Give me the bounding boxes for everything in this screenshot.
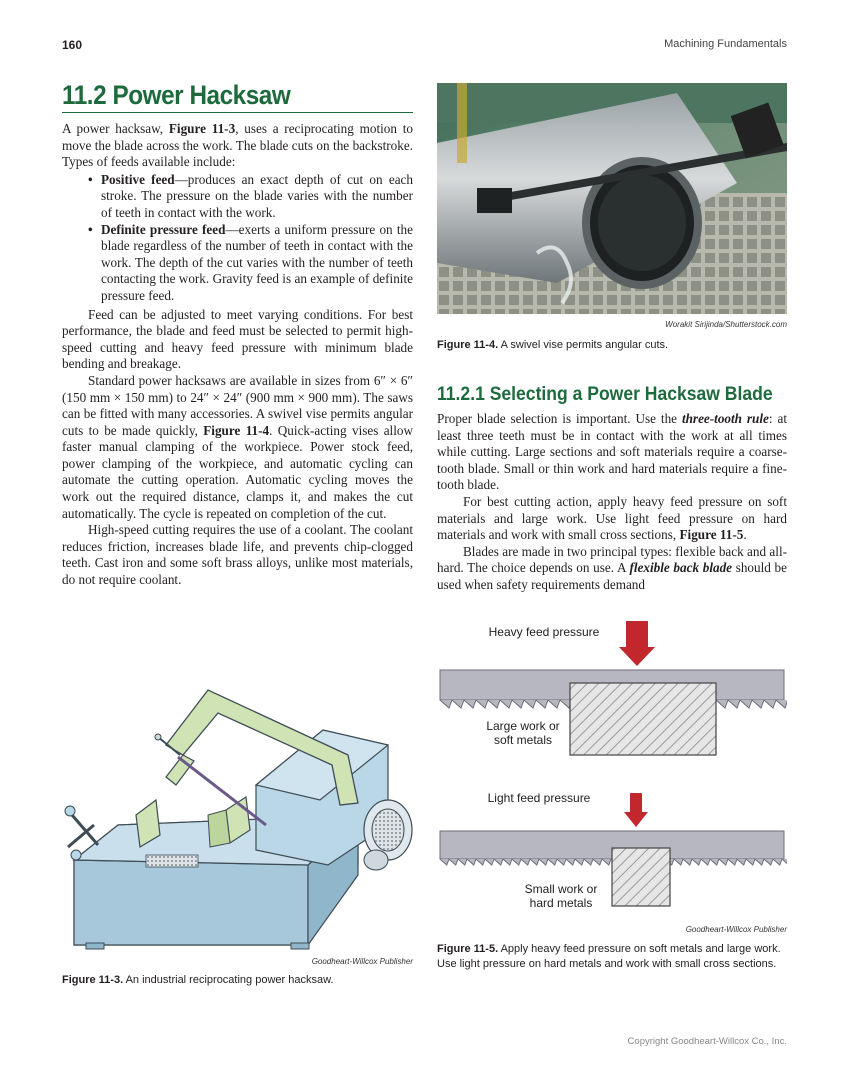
figure-label: Figure 11-5. xyxy=(437,943,499,955)
text-run: For best cutting action, apply heavy feed pressure on soft materials and large work. Use light feed pressure on hard materials and work with small cross sections, xyxy=(437,493,787,543)
paragraph-intro xyxy=(62,121,413,171)
paragraph-sizes xyxy=(62,373,413,522)
right-column xyxy=(437,411,787,594)
power-hacksaw-illustration xyxy=(58,675,414,960)
text-run: —produces an exact depth of cut on each stroke. The pressure on the blade varies with the number of teeth in contact with the work. xyxy=(101,171,413,220)
paragraph-blade-types xyxy=(437,544,787,594)
caption-text: An industrial reciprocating power hacksaw. xyxy=(125,974,334,986)
section-number: 11.2 xyxy=(62,80,107,110)
text-run: A power hacksaw, xyxy=(62,121,169,136)
term: Positive feed xyxy=(101,171,175,187)
copyright-notice: Copyright Goodheart-Willcox Co., Inc. xyxy=(627,1036,787,1047)
left-column xyxy=(62,121,413,589)
illustration-credit: Goodheart-Willcox Publisher xyxy=(311,957,413,966)
label-light-pressure: Light feed pressure xyxy=(487,791,591,805)
small-workpiece xyxy=(612,848,670,906)
subsection-number: 11.2.1 xyxy=(437,383,485,405)
diagram-credit: Goodheart-Willcox Publisher xyxy=(685,925,787,934)
term: three-tooth rule xyxy=(681,411,769,426)
subsection-title xyxy=(437,383,773,406)
list-item xyxy=(101,172,413,222)
figure-ref: Figure 11-3 xyxy=(168,121,236,136)
figure-ref: Figure 11-4 xyxy=(203,422,270,438)
text-run: : at least three teeth must be in contact with the work at all times while cutting. Large sections and soft materials require a coarse-tooth blade. Small or thin work and hard materials require a fine-tooth blade. xyxy=(437,411,788,493)
label-line: soft metals xyxy=(493,733,553,747)
text-run: Standard power hacksaws are available in sizes from 6″ × 6″ (150 mm × 150 mm) to 24″ × 24″ (900 mm × 900 mm). The saws can be fitted with many accessories. A swivel vise permits angular cuts to be made quickly, xyxy=(62,372,413,438)
figure-ref: Figure 11-5 xyxy=(679,527,744,543)
section-title xyxy=(62,80,290,111)
label-line: hard metals xyxy=(529,896,593,910)
paragraph-blade-selection xyxy=(437,411,787,494)
swivel-vise-photo xyxy=(437,83,787,314)
large-workpiece xyxy=(570,683,716,755)
text-run: , uses a reciprocating motion to move the blade across the work. The blade cuts on the backstroke. Types of feeds available include: xyxy=(62,121,414,170)
label-line: Small work or xyxy=(524,882,598,896)
list-item xyxy=(101,222,413,305)
label-line: Large work or xyxy=(486,719,560,733)
section-title-text: Power Hacksaw xyxy=(112,80,291,110)
text-run: Blades are made in two principal types: flexible back and all-hard. The choice depends on use. A xyxy=(437,543,787,576)
label-small-work xyxy=(511,882,611,910)
figure-label: Figure 11-4. xyxy=(437,339,499,351)
paragraph-cutting-action xyxy=(437,494,787,544)
feed-pressure-diagram xyxy=(437,618,787,918)
section-rule xyxy=(62,112,413,113)
text-run: —exerts a uniform pressure on the blade regardless of the number of teeth in contact with the work. The depth of the cut varies with the number of teeth contacting the work. Gravity feed is an example of definite pressure feed. xyxy=(101,221,413,303)
photo-credit: Worakit Sirijinda/Shutterstock.com xyxy=(665,320,787,329)
figure-11-4-caption xyxy=(437,338,787,353)
heavy-pressure-arrow xyxy=(619,621,655,666)
light-pressure-arrow xyxy=(624,793,648,827)
text-run: should be used when safety requirements demand xyxy=(437,560,787,592)
figure-label: Figure 11-3. xyxy=(62,974,124,986)
subsection-title-text: Selecting a Power Hacksaw Blade xyxy=(489,383,773,405)
caption-text: A swivel vise permits angular cuts. xyxy=(500,339,669,351)
paragraph-coolant: High-speed cutting requires the use of a coolant. The coolant reduces friction, increases blade life, and prevents chip-clogged teeth. Cast iron and some soft brass alloys, unlike most materials, do not require coolant. xyxy=(62,522,413,588)
caption-text: Apply heavy feed pressure on soft metals and large work. Use light pressure on hard metals and work with small cross sections. xyxy=(437,943,781,970)
feed-types-list xyxy=(62,172,413,305)
term: Definite pressure feed xyxy=(101,221,226,237)
figure-11-5-caption xyxy=(437,942,789,972)
running-head: Machining Fundamentals xyxy=(664,38,787,50)
label-large-work xyxy=(474,719,572,747)
page-number: 160 xyxy=(62,38,83,52)
label-heavy-pressure: Heavy feed pressure xyxy=(488,625,600,639)
figure-11-3-caption xyxy=(62,973,413,988)
term: flexible back blade xyxy=(629,560,733,576)
text-run: Proper blade selection is important. Use the xyxy=(437,411,682,426)
paragraph-feed: Feed can be adjusted to meet varying conditions. For best performance, the blade and feed must be selected to permit high-speed cutting and heavy feed pressure with minimum blade bending and breakage. xyxy=(62,306,413,372)
text-run: . Quick-acting vises allow faster manual clamping of the workpiece. Power stock feed, power clamping of the workpiece, and automatic cycling can automate the cutting operation. Automatic cycling moves the work out the required distance, clamps it, and makes the cut automatically. The cycle is repeated on completion of the cut. xyxy=(62,422,413,521)
text-run: . xyxy=(743,527,747,543)
